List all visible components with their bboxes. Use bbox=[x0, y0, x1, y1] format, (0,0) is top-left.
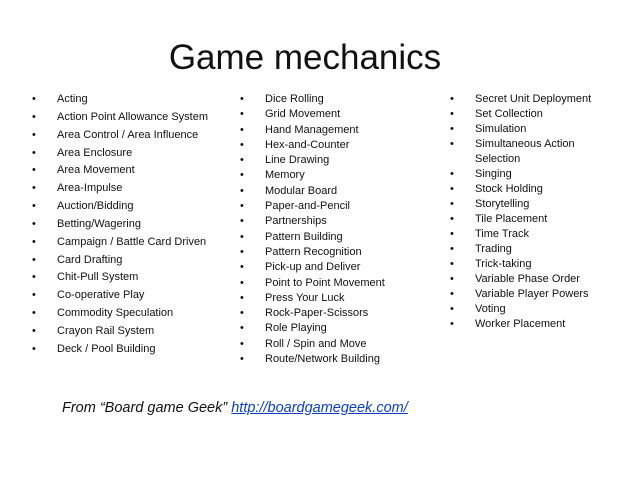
list-item-label: Stock Holding bbox=[475, 183, 543, 195]
list-item-label: Dice Rolling bbox=[265, 93, 324, 105]
bullet-icon: • bbox=[240, 93, 244, 105]
bullet-icon: • bbox=[240, 123, 244, 136]
list-item-label: Modular Board bbox=[265, 184, 338, 197]
list-item bbox=[240, 260, 450, 275]
list-item bbox=[240, 199, 450, 214]
list-item-label: Role Playing bbox=[265, 322, 327, 335]
list-item bbox=[240, 321, 450, 336]
bullet-icon: • bbox=[240, 276, 244, 289]
list-item bbox=[240, 107, 450, 122]
list-item bbox=[240, 153, 450, 168]
list-item-label: Area Control / Area Influence bbox=[57, 128, 199, 141]
list-item-label: Auction/Bidding bbox=[57, 200, 134, 213]
list-item bbox=[32, 217, 237, 235]
bullet-icon: • bbox=[240, 307, 244, 320]
list-item-label: Pick-up and Deliver bbox=[265, 261, 361, 274]
bullet-icon: • bbox=[450, 168, 454, 180]
list-item bbox=[450, 182, 635, 197]
bullet-icon: • bbox=[32, 307, 36, 320]
list-item bbox=[32, 253, 237, 271]
bullet-icon: • bbox=[32, 271, 36, 284]
list-item-label: Variable Phase Order bbox=[475, 273, 580, 285]
list-item bbox=[450, 272, 635, 287]
list-item-label: Co-operative Play bbox=[57, 289, 145, 302]
bullet-icon: • bbox=[32, 235, 36, 248]
list-item bbox=[450, 197, 635, 212]
list-item-label: Area-Impulse bbox=[57, 182, 123, 195]
list-item bbox=[450, 302, 635, 317]
list-item bbox=[450, 212, 635, 227]
bullet-icon: • bbox=[450, 213, 454, 225]
list-item bbox=[450, 167, 635, 182]
bullet-icon: • bbox=[450, 138, 454, 150]
list-item bbox=[450, 242, 635, 257]
list-item-label: Voting bbox=[475, 303, 506, 315]
list-item bbox=[32, 199, 237, 217]
bullet-icon: • bbox=[450, 288, 454, 300]
bullet-icon: • bbox=[450, 123, 454, 135]
list-item-label: Line Drawing bbox=[265, 154, 330, 167]
list-item bbox=[32, 270, 237, 288]
list-item-label: Card Drafting bbox=[57, 253, 123, 266]
list-item-label: Set Collection bbox=[475, 108, 543, 120]
bullet-icon: • bbox=[32, 289, 36, 302]
bullet-icon: • bbox=[32, 110, 36, 123]
list-item bbox=[32, 235, 237, 253]
list-item-label: Storytelling bbox=[475, 198, 530, 210]
list-item-label: Pattern Recognition bbox=[265, 245, 362, 258]
bullet-icon: • bbox=[240, 215, 244, 228]
mechanics-list-column-2 bbox=[240, 92, 450, 367]
list-item bbox=[32, 163, 237, 181]
list-item-label: Worker Placement bbox=[475, 318, 566, 330]
list-item bbox=[450, 257, 635, 272]
list-item-label: Time Track bbox=[475, 228, 529, 240]
list-item-label: Hand Management bbox=[265, 123, 359, 136]
list-item bbox=[450, 137, 635, 167]
bullet-icon: • bbox=[240, 200, 244, 213]
list-item bbox=[240, 337, 450, 352]
list-item bbox=[240, 184, 450, 199]
bullet-icon: • bbox=[32, 182, 36, 195]
list-item-label: Trading bbox=[475, 243, 512, 255]
list-item-label: Acting bbox=[57, 93, 88, 105]
bullet-icon: • bbox=[32, 146, 36, 159]
bullet-icon: • bbox=[240, 138, 244, 151]
slide-title: Game mechanics bbox=[168, 38, 442, 77]
source-citation bbox=[62, 400, 408, 416]
list-item bbox=[240, 306, 450, 321]
bullet-icon: • bbox=[240, 353, 244, 366]
list-item-label: Area Movement bbox=[57, 164, 135, 177]
bullet-icon: • bbox=[450, 273, 454, 285]
bullet-icon: • bbox=[240, 245, 244, 258]
list-item bbox=[32, 146, 237, 164]
list-item bbox=[450, 92, 635, 107]
bullet-icon: • bbox=[32, 253, 36, 266]
bullet-icon: • bbox=[32, 217, 36, 230]
list-item-label: Press Your Luck bbox=[265, 291, 345, 304]
list-item bbox=[32, 92, 237, 110]
list-item-label: Partnerships bbox=[265, 215, 327, 228]
list-item bbox=[240, 352, 450, 367]
list-item-label: Memory bbox=[265, 169, 305, 182]
bullet-icon: • bbox=[240, 154, 244, 167]
bullet-icon: • bbox=[450, 303, 454, 315]
list-item-label: Chit-Pull System bbox=[57, 271, 139, 284]
bullet-icon: • bbox=[450, 93, 454, 105]
bullet-icon: • bbox=[450, 258, 454, 270]
list-item bbox=[450, 122, 635, 137]
source-prefix: From “Board game Geek” bbox=[62, 400, 232, 416]
bullet-icon: • bbox=[32, 93, 36, 105]
bullet-icon: • bbox=[240, 322, 244, 335]
list-item bbox=[240, 123, 450, 138]
bullet-icon: • bbox=[450, 198, 454, 210]
bullet-icon: • bbox=[450, 243, 454, 255]
list-item bbox=[32, 306, 237, 324]
list-item-label: Area Enclosure bbox=[57, 146, 133, 159]
list-item-label: Route/Network Building bbox=[265, 353, 380, 366]
mechanics-list-column-3 bbox=[450, 92, 635, 332]
list-item-label: Hex-and-Counter bbox=[265, 138, 350, 151]
bullet-icon: • bbox=[240, 261, 244, 274]
list-item-label: Simulation bbox=[475, 123, 527, 135]
bullet-icon: • bbox=[450, 318, 454, 330]
list-item bbox=[450, 227, 635, 242]
bullet-icon: • bbox=[450, 183, 454, 195]
list-item bbox=[240, 230, 450, 245]
bullet-icon: • bbox=[32, 342, 36, 355]
list-item bbox=[240, 276, 450, 291]
source-link[interactable]: http://boardgamegeek.com/ bbox=[231, 400, 408, 416]
list-item bbox=[450, 317, 635, 332]
list-item bbox=[240, 245, 450, 260]
list-item bbox=[32, 181, 237, 199]
list-item-label: Roll / Spin and Move bbox=[265, 337, 367, 350]
bullet-icon: • bbox=[240, 108, 244, 121]
list-item-label: Point to Point Movement bbox=[265, 276, 385, 289]
bullet-icon: • bbox=[450, 108, 454, 120]
bullet-icon: • bbox=[240, 337, 244, 350]
list-item-label: Crayon Rail System bbox=[57, 324, 155, 337]
list-item bbox=[32, 128, 237, 146]
list-item bbox=[32, 110, 237, 128]
list-item bbox=[240, 92, 450, 107]
list-item bbox=[240, 291, 450, 306]
bullet-icon: • bbox=[32, 164, 36, 177]
list-item bbox=[450, 107, 635, 122]
bullet-icon: • bbox=[32, 128, 36, 141]
list-item-label: Secret Unit Deployment bbox=[475, 93, 592, 105]
list-item bbox=[450, 287, 635, 302]
list-item-label: Paper-and-Pencil bbox=[265, 200, 350, 213]
list-item bbox=[240, 214, 450, 229]
list-item-label: Action Point Allowance System bbox=[57, 110, 209, 123]
list-item-label: Tile Placement bbox=[475, 213, 548, 225]
list-item-label: Betting/Wagering bbox=[57, 217, 141, 230]
bullet-icon: • bbox=[240, 184, 244, 197]
list-item-label: Trick-taking bbox=[475, 258, 532, 270]
list-item-label: Commodity Speculation bbox=[57, 307, 174, 320]
list-item-label: Variable Player Powers bbox=[475, 288, 589, 300]
list-item-label: Simultaneous Action Selection bbox=[475, 138, 575, 165]
bullet-icon: • bbox=[240, 169, 244, 182]
list-item bbox=[240, 138, 450, 153]
list-item bbox=[32, 342, 237, 360]
list-item bbox=[240, 168, 450, 183]
list-item-label: Rock-Paper-Scissors bbox=[265, 307, 369, 320]
list-item-label: Campaign / Battle Card Driven bbox=[57, 235, 207, 248]
bullet-icon: • bbox=[32, 324, 36, 337]
list-item bbox=[32, 324, 237, 342]
list-item-label: Deck / Pool Building bbox=[57, 342, 156, 355]
list-item-label: Singing bbox=[475, 168, 512, 180]
list-item bbox=[32, 288, 237, 306]
bullet-icon: • bbox=[240, 230, 244, 243]
bullet-icon: • bbox=[32, 200, 36, 213]
list-item-label: Pattern Building bbox=[265, 230, 343, 243]
bullet-icon: • bbox=[240, 291, 244, 304]
mechanics-list-column-1 bbox=[32, 92, 237, 360]
list-item-label: Grid Movement bbox=[265, 108, 341, 121]
bullet-icon: • bbox=[450, 228, 454, 240]
